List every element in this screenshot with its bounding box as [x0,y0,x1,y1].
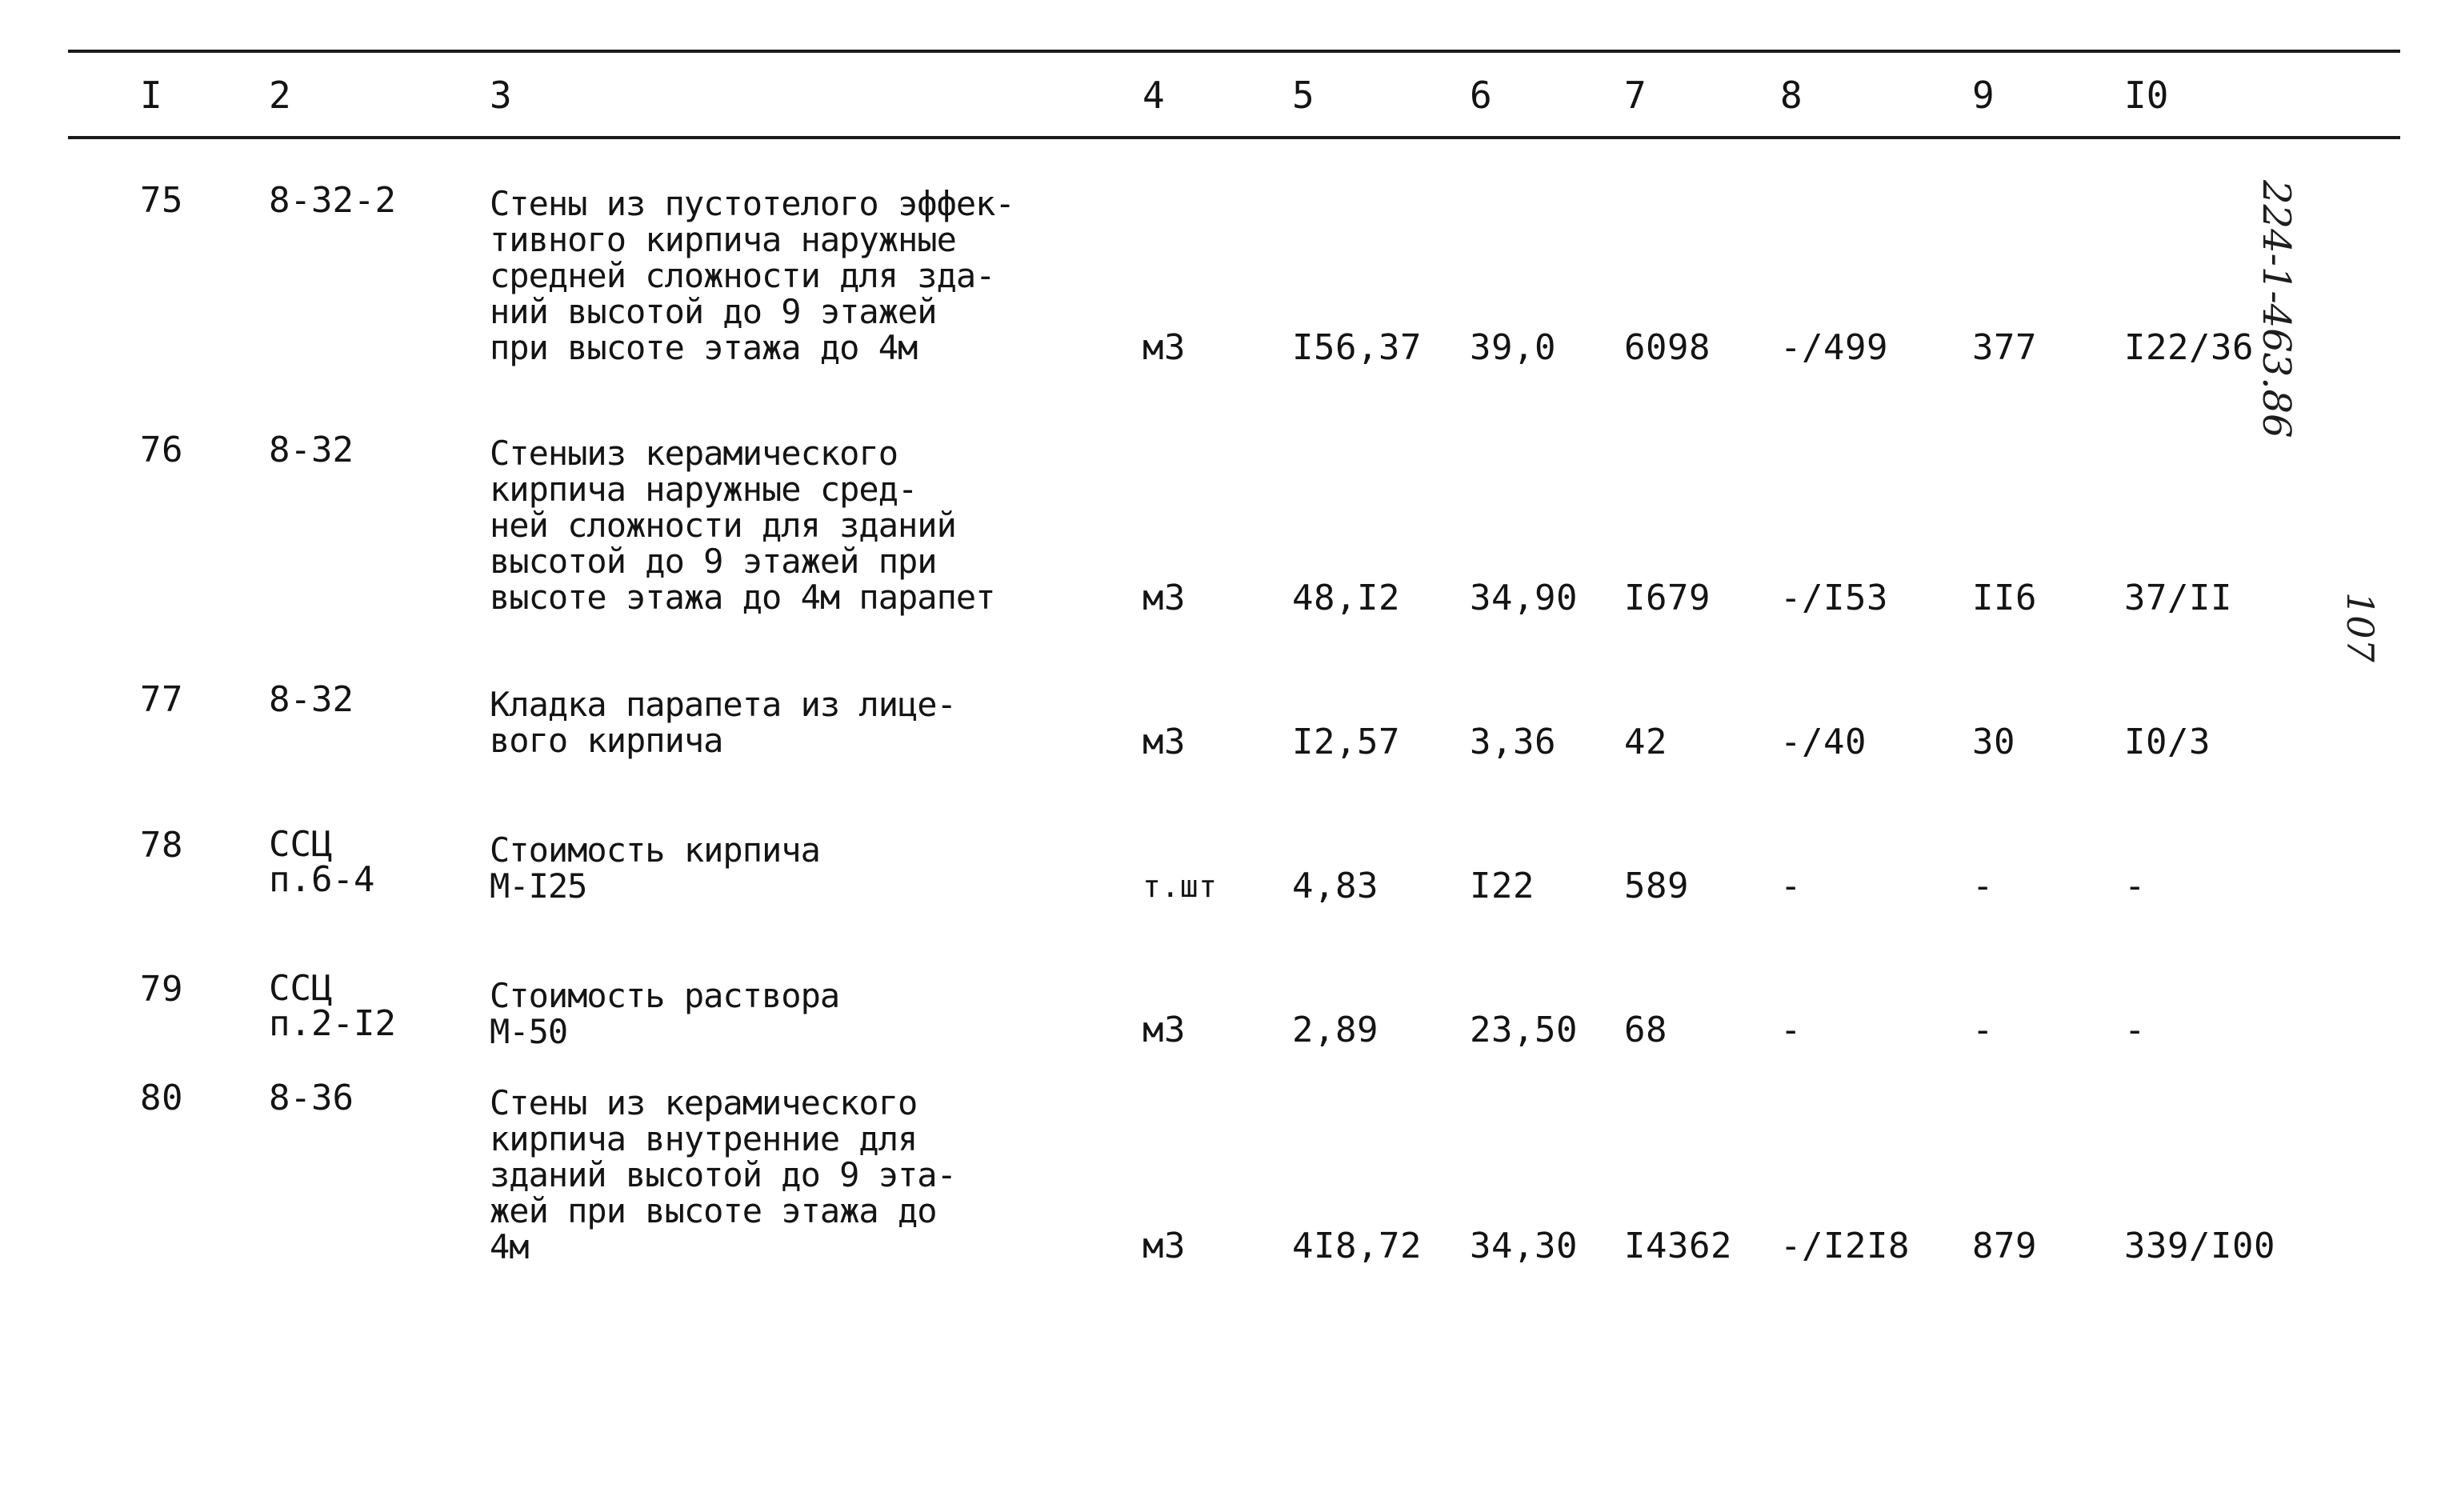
row-quantity: 48,I2 [1292,578,1400,618]
row-description: Стеныиз керамического кирпича наружные сред- ней сложности для зданий высотой до 9 этажей при высоте этажа до 4м парапет [490,434,995,617]
table-header-rule [68,136,2400,139]
row-description: Стоимость кирпича М-I25 [490,830,820,906]
header-col-4: 4 [1142,74,1165,117]
row-number: 77 [140,679,183,720]
row-col-9: 377 [1972,327,2037,368]
row-col-8: -/I53 [1780,578,1888,618]
row-quantity: 4,83 [1292,866,1379,906]
row-col-9: II6 [1972,578,2037,618]
row-number: 76 [140,430,183,470]
row-code: 8-32 [269,679,354,720]
row-total: 68 [1624,1010,1667,1050]
header-col-8: 8 [1780,74,1803,117]
row-col-8: - [1780,1010,1802,1050]
header-col-3: 3 [490,74,512,117]
page-number: 107 [2339,592,2382,662]
row-col-10: I22/36 [2124,327,2254,368]
row-col-8: -/I2I8 [1780,1226,1910,1266]
row-code: ССЦ п.6-4 [269,824,375,900]
row-unit: м3 [1142,1226,1186,1266]
header-col-10: I0 [2124,74,2169,117]
row-unit-price: 23,50 [1470,1010,1578,1050]
row-unit: т.шт [1142,869,1218,904]
header-col-5: 5 [1292,74,1315,117]
row-col-10: I0/3 [2124,722,2211,762]
row-code: ССЦ п.2-I2 [269,968,396,1044]
row-total: 589 [1624,866,1689,906]
row-col-10: 339/I00 [2124,1226,2275,1266]
row-total: I679 [1624,578,1711,618]
header-col-6: 6 [1470,74,1492,117]
row-unit: м3 [1142,327,1186,368]
row-code: 8-32 [269,430,354,470]
document-code-stamp: 224-1-463.86 [2254,180,2299,438]
row-col-10: 37/II [2124,578,2232,618]
header-col-7: 7 [1624,74,1647,117]
row-unit-price: 34,30 [1470,1226,1578,1266]
row-col-9: 30 [1972,722,2015,762]
row-quantity: I2,57 [1292,722,1400,762]
row-quantity: 2,89 [1292,1010,1379,1050]
row-description: Стены из керамического кирпича внутренние для зданий высотой до 9 эта- жей при высоте этажа до 4м [490,1083,956,1266]
row-quantity: I56,37 [1292,327,1422,368]
row-total: I4362 [1624,1226,1732,1266]
row-col-10: - [2124,866,2146,906]
table-top-rule [68,50,2400,53]
row-col-10: - [2124,1010,2146,1050]
row-col-9: - [1972,866,1994,906]
row-number: 75 [140,180,183,221]
row-unit: м3 [1142,578,1186,618]
row-description: Кладка парапета из лице- вого кирпича [490,685,956,760]
row-total: 6098 [1624,327,1711,368]
header-col-2: 2 [269,74,291,117]
row-description: Стены из пустотелого эффек- тивного кирпича наружные средней сложности для зда- ний высотой до 9 этажей при высоте этажа до 4м [490,184,1014,367]
row-total: 42 [1624,722,1667,762]
row-code: 8-36 [269,1078,354,1118]
row-number: 78 [140,825,183,866]
row-col-8: -/499 [1780,327,1888,368]
row-unit-price: I22 [1470,866,1535,906]
row-unit: м3 [1142,722,1186,762]
header-col-9: 9 [1972,74,1995,117]
row-number: 79 [140,969,183,1010]
row-col-9: - [1972,1010,1994,1050]
row-code: 8-32-2 [269,180,396,221]
row-col-8: -/40 [1780,722,1867,762]
row-unit-price: 3,36 [1470,722,1556,762]
row-unit: м3 [1142,1010,1186,1050]
header-col-1: I [140,74,162,117]
row-unit-price: 34,90 [1470,578,1578,618]
row-unit-price: 39,0 [1470,327,1556,368]
row-number: 80 [140,1078,183,1118]
row-col-8: - [1780,866,1802,906]
row-col-9: 879 [1972,1226,2037,1266]
row-quantity: 4I8,72 [1292,1226,1422,1266]
row-description: Стоимость раствора М-50 [490,976,840,1051]
